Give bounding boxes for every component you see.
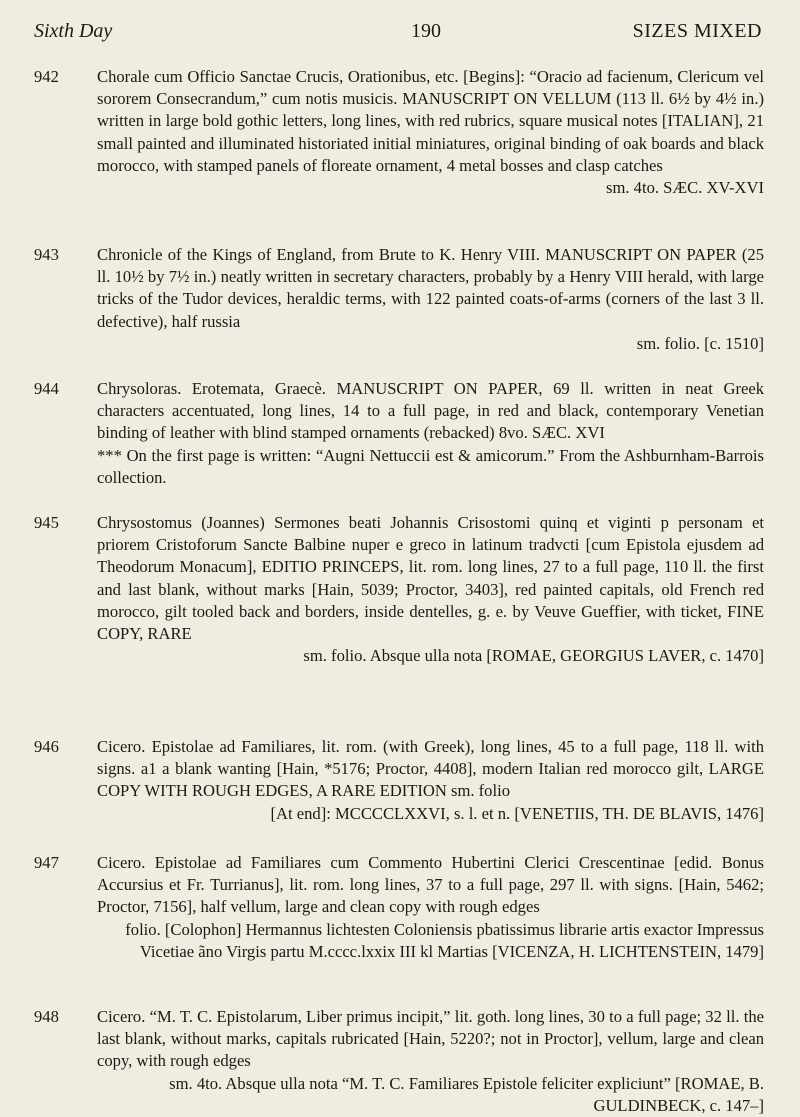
page-number: 190 [411, 20, 441, 42]
lot-description: Chorale cum Officio Sanctae Crucis, Orationibus, etc. [Begins]: “Oracio ad facienum, Clericum vel sororem Consecrandum,” cum notis musicis. MANUSCRIPT ON VELLUM (113 ll. 6½ by 4½ in.) written in large bold gothic letters, long lines, with red rubrics, square musical notes [ITALIAN], 21 small painted and illuminated historiated initial miniatures, original binding of oak boards and black morocco, with stamped panels of floreate ornament, 4 metal bosses and clasp catches [97, 67, 764, 175]
lot-format-date: folio. [Colophon] Hermannus lichtesten Coloniensis pbatissimus librarie artis exactor Impressus Vicetiae ãno Virgis partu M.cccc.lxxix III kl Martias [VICENZA, H. LICHTENSTEIN, 1479] [125, 919, 764, 961]
lot-format-date: sm. 4to. SÆC. XV-XVI [606, 178, 764, 198]
lot-number: 948 [34, 1007, 59, 1026]
lot-number: 942 [34, 67, 59, 86]
section-heading: SIZES MIXED [632, 20, 762, 42]
lot-entry-946 [34, 736, 764, 825]
lot-number: 945 [34, 513, 59, 532]
lot-description: Chronicle of the Kings of England, from Brute to K. Henry VIII. MANUSCRIPT ON PAPER (25 ll. 10½ by 7½ in.) neatly written in secretary characters, probably by a Henry VIII herald, with large tricks of the Tudor devices, heraldic terms, with 122 painted coats-of-arms (corners of the last 3 ll. defective), half russia [97, 245, 764, 331]
lot-entry-945 [34, 512, 764, 667]
lot-entry-942 [34, 66, 764, 199]
lot-number: 944 [34, 379, 59, 398]
day-heading: Sixth Day [34, 20, 113, 42]
lot-entry-943 [34, 244, 764, 355]
lot-description: Chrysoloras. Erotemata, Graecè. MANUSCRIPT ON PAPER, 69 ll. written in neat Greek characters accentuated, long lines, 14 to a full page, in red and black, contemporary Venetian binding of leather with blind stamped ornaments (rebacked) 8vo. SÆC. XVI [97, 379, 764, 443]
lot-description: Cicero. “M. T. C. Epistolarum, Liber primus incipit,” lit. goth. long lines, 30 to a full page; 32 ll. the last blank, without marks, capitals rubricated [Hain, 5220?; not in Proctor], vellum, large and clean copy, with rough edges [97, 1007, 764, 1071]
provenance-note: *** On the first page is written: “Augni Nettuccii est & amicorum.” From the Ashburnham-Barrois collection. [97, 445, 764, 487]
lot-entry-947 [34, 852, 764, 963]
running-header [34, 20, 762, 48]
lot-description: Cicero. Epistolae ad Familiares, lit. rom. (with Greek), long lines, 45 to a full page, 118 ll. with signs. a1 a blank wanting [Hain, *5176; Proctor, 4408], modern Italian red morocco gilt, LARGE COPY WITH ROUGH EDGES, A RARE EDITION sm. folio [97, 737, 764, 801]
lot-format-date: sm. folio. Absque ulla nota [ROMAE, GEORGIUS LAVER, c. 1470] [303, 646, 764, 666]
lot-description: Cicero. Epistolae ad Familiares cum Commento Hubertini Clerici Crescentinae [edid. Bonus Accursius et Fr. Turrianus], lit. rom. long lines, 37 to a full page, 297 ll. with signs. [Hain, 5462; Proctor, 7156], half vellum, large and clean copy with rough edges [97, 853, 764, 917]
lot-number: 943 [34, 245, 59, 264]
lot-format-date: [At end]: MCCCCLXXVI, s. l. et n. [VENETIIS, TH. DE BLAVIS, 1476] [270, 803, 764, 823]
lot-entry-948 [34, 1006, 764, 1117]
lot-entry-944 [34, 378, 764, 489]
lot-format-date: sm. folio. [c. 1510] [636, 333, 764, 353]
lot-number: 947 [34, 853, 59, 872]
lot-description: Chrysostomus (Joannes) Sermones beati Johannis Crisostomi quinq et viginti p personam et priorem Cristoforum Sancte Balbine nuper e greco in latinum tradvcti [cum Epistola ejusdem ad Theodorum Monacum], EDITIO PRINCEPS, lit. rom. long lines, 27 to a full page, 110 ll. the first and last blank, without marks [Hain, 5039; Proctor, 3403], red painted capitals, old French red morocco, gilt tooled back and borders, inside dentelles, g. e. by Veuve Gueffier, with ticket, FINE COPY, RARE [97, 513, 764, 644]
lot-format-date: sm. 4to. Absque ulla nota “M. T. C. Familiares Epistole feliciter expliciunt” [ROMAE, B. GULDINBECK, c. 147–] [169, 1073, 764, 1115]
lot-number: 946 [34, 737, 59, 756]
